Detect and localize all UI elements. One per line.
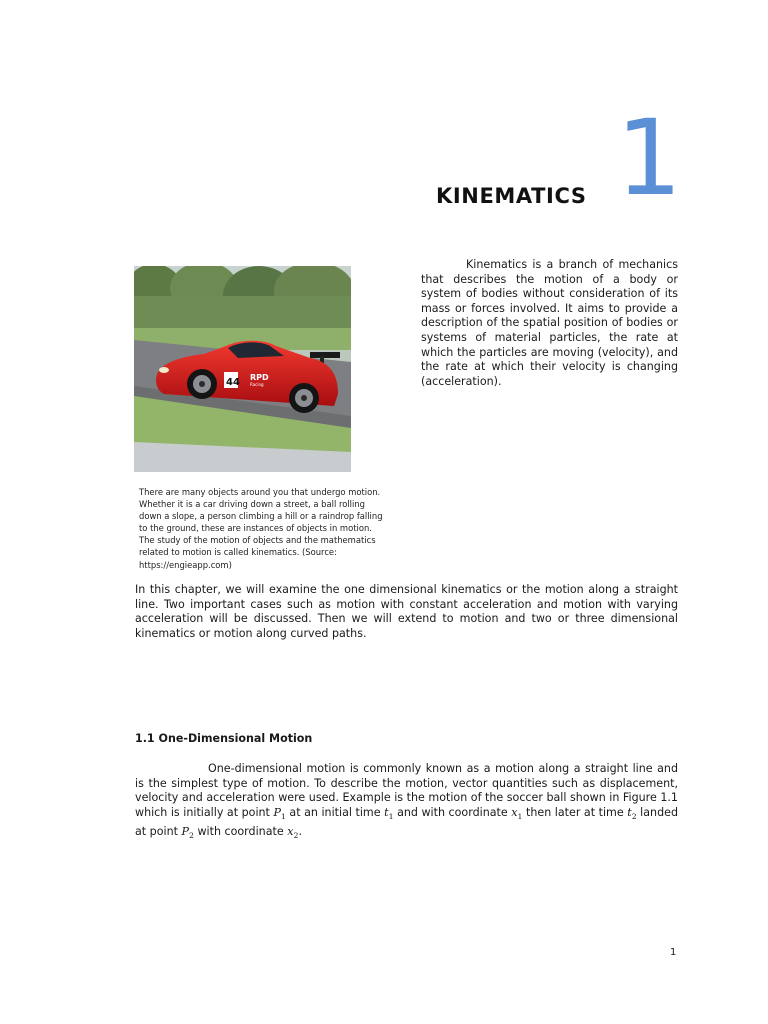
chapter-title: KINEMATICS: [436, 184, 587, 208]
section-text: with coordinate: [193, 824, 288, 838]
symbol-p1: $P_1$: [273, 805, 286, 821]
section-paragraph: [135, 762, 678, 843]
race-car-photo: [134, 266, 351, 472]
section-text: One-dimensional motion is commonly known as a motion along a straight line and is the simplest type of motion. To describe the motion, vector quantities such as displacement, velocity and acceleration were used. Example is the motion of the soccer ball shown in Figure 1.1 which is initially at point: [135, 762, 678, 819]
intro-paragraph: Kinematics is a branch of mechanics that describes the motion of a body or system of bodies without consideration of its mass or forces involved. It aims to provide a description of the spatial position of bodies or systems of material particles, the rate at which the particles are moving (velocity), and the rate at which their velocity is changing (acceleration).: [421, 258, 678, 388]
symbol-x2: $x_2$: [287, 824, 299, 840]
intro-chapter-paragraph: In this chapter, we will examine the one dimensional kinematics or the motion along a straight line. Two important cases such as motion with constant acceleration and motion with varying acceleration will be discussed. Then we will extend to motion and two or three dimensional kinematics or motion along curved paths.: [135, 583, 678, 640]
section-heading: 1.1 One-Dimensional Motion: [135, 732, 313, 745]
section-text: and with coordinate: [393, 805, 512, 819]
chapter-number: 1: [616, 97, 683, 219]
section-text: then later at time: [522, 805, 628, 819]
section-text: landed at point: [135, 805, 678, 838]
symbol-t2: $t_2$: [627, 805, 637, 821]
car-sponsor: RPD: [250, 373, 269, 382]
symbol-x1: $x_1$: [511, 805, 523, 821]
section-text: .: [298, 824, 302, 838]
car-sponsor-sub: Racing: [250, 382, 264, 387]
symbol-p2: $P_2$: [181, 824, 194, 840]
car-number: 44: [226, 377, 240, 388]
section-text: at an initial time: [285, 805, 385, 819]
page-number: 1: [670, 947, 677, 958]
figure-caption: There are many objects around you that undergo motion. Whether it is a car driving down a street, a ball rolling down a slope, a person climbing a hill or a raindrop falling to the ground, these are instances of objects in motion. The study of the motion of objects and the mathematics related to motion is called kinematics. (Source: https://engieapp.com): [139, 487, 383, 570]
symbol-t1: $t_1$: [384, 805, 394, 821]
